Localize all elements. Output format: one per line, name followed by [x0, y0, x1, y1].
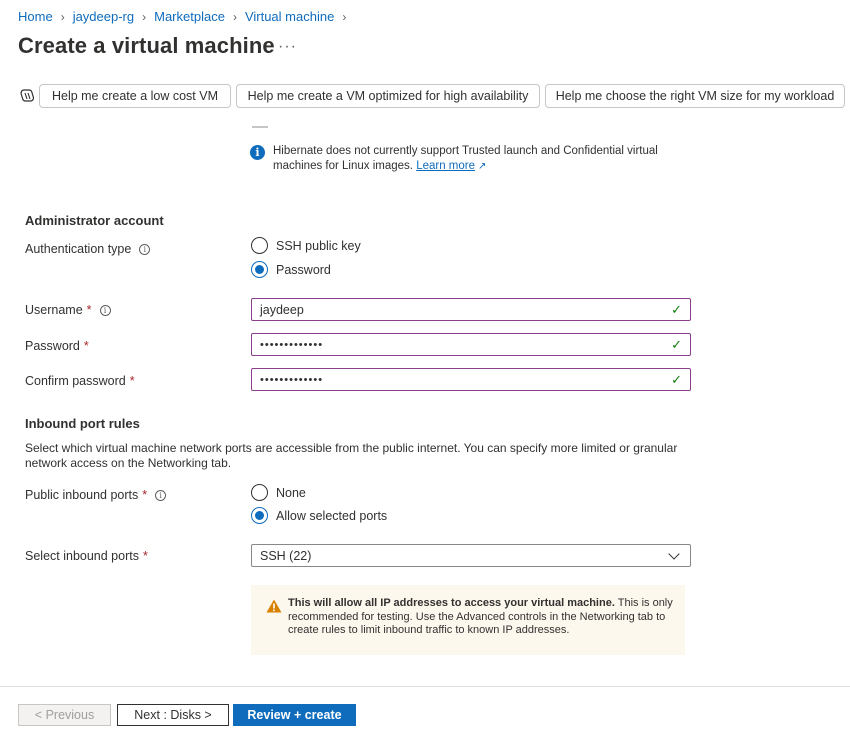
radio-password-label: Password [276, 262, 331, 277]
warning-icon [266, 599, 282, 613]
confirm-password-value: ••••••••••••• [260, 373, 324, 386]
required-mark: * [142, 488, 148, 502]
auth-type-label [25, 242, 150, 256]
radio-circle[interactable] [251, 237, 268, 254]
more-options-icon[interactable]: ··· [278, 38, 297, 55]
hibernate-info-text: Hibernate does not currently support Trusted launch and Confidential virtual machines for Linux images. [273, 145, 658, 172]
learn-more-link[interactable]: Learn more [416, 160, 475, 172]
footer-divider [0, 686, 850, 687]
required-mark: * [129, 374, 135, 388]
chevron-right-icon: › [232, 9, 237, 24]
checkmark-icon: ✓ [671, 336, 682, 352]
password-value: ••••••••••••• [260, 338, 324, 351]
password-label [25, 339, 89, 353]
page-title: Create a virtual machine [18, 33, 275, 58]
required-mark: * [86, 303, 92, 317]
required-mark: * [83, 339, 89, 353]
copilot-icon [19, 88, 35, 104]
breadcrumb-virtual-machine[interactable]: Virtual machine [244, 9, 335, 24]
chevron-right-icon: › [342, 9, 347, 24]
breadcrumb-home[interactable]: Home [18, 9, 53, 24]
chevron-down-icon [668, 548, 679, 559]
inbound-description: Select which virtual machine network ports are accessible from the public internet. You can specify more limited or granular network access on the Networking tab. [25, 441, 678, 470]
radio-circle-selected[interactable] [251, 261, 268, 278]
checkmark-icon: ✓ [671, 301, 682, 317]
username-input[interactable] [251, 298, 691, 321]
hibernate-info [250, 144, 670, 174]
username-value: jaydeep [260, 302, 304, 317]
info-icon: i [250, 145, 265, 160]
radio-allow-label: Allow selected ports [276, 508, 388, 523]
select-ports-label [25, 549, 148, 563]
breadcrumb-marketplace[interactable]: Marketplace [154, 9, 225, 24]
inbound-section-title: Inbound port rules [25, 416, 140, 431]
radio-none-label: None [276, 485, 306, 500]
radio-allow-selected-ports[interactable] [251, 507, 387, 524]
warning-bold-text: This will allow all IP addresses to access your virtual machine. [288, 597, 615, 609]
password-label-text: Password [25, 339, 80, 353]
warning-message [251, 585, 685, 655]
select-ports-label-text: Select inbound ports [25, 549, 139, 563]
chip-low-cost-vm[interactable]: Help me create a low cost VM [39, 84, 231, 108]
admin-section-title: Administrator account [25, 213, 164, 228]
breadcrumb-resource-group[interactable]: jaydeep-rg [72, 9, 135, 24]
warning-text: This is only recommended for testing. Use the Advanced controls in the Networking tab to create rules to limit inbound traffic to known IP addresses. [288, 597, 673, 636]
radio-password[interactable] [251, 261, 331, 278]
chevron-right-icon: › [142, 9, 147, 24]
password-input[interactable] [251, 333, 691, 356]
checkmark-icon: ✓ [671, 371, 682, 387]
confirm-password-label [25, 374, 135, 388]
radio-circle-selected[interactable] [251, 507, 268, 524]
previous-button[interactable]: < Previous [18, 704, 111, 726]
confirm-password-label-text: Confirm password [25, 374, 126, 388]
review-create-button[interactable]: Review + create [233, 704, 356, 726]
scrolled-checkbox[interactable] [252, 120, 268, 128]
radio-ssh-public-key[interactable] [251, 237, 361, 254]
breadcrumb [18, 9, 354, 24]
confirm-password-input[interactable] [251, 368, 691, 391]
radio-circle[interactable] [251, 484, 268, 501]
inbound-ports-dropdown[interactable] [251, 544, 691, 567]
chip-vm-size[interactable]: Help me choose the right VM size for my workload [545, 84, 845, 108]
info-icon[interactable]: i [155, 490, 166, 501]
chevron-right-icon: › [60, 9, 65, 24]
required-mark: * [142, 549, 148, 563]
username-label-text: Username [25, 303, 83, 317]
radio-none[interactable] [251, 484, 306, 501]
public-ports-label-text: Public inbound ports [25, 488, 139, 502]
inbound-ports-value: SSH (22) [260, 548, 312, 563]
info-icon[interactable]: i [139, 244, 150, 255]
radio-ssh-label: SSH public key [276, 238, 361, 253]
chip-high-availability-vm[interactable]: Help me create a VM optimized for high availability [236, 84, 540, 108]
public-ports-label [25, 488, 166, 502]
external-link-icon: ↗ [478, 161, 487, 172]
next-disks-button[interactable]: Next : Disks > [117, 704, 229, 726]
username-label [25, 303, 111, 317]
auth-type-label-text: Authentication type [25, 242, 132, 256]
info-icon[interactable]: i [100, 305, 111, 316]
